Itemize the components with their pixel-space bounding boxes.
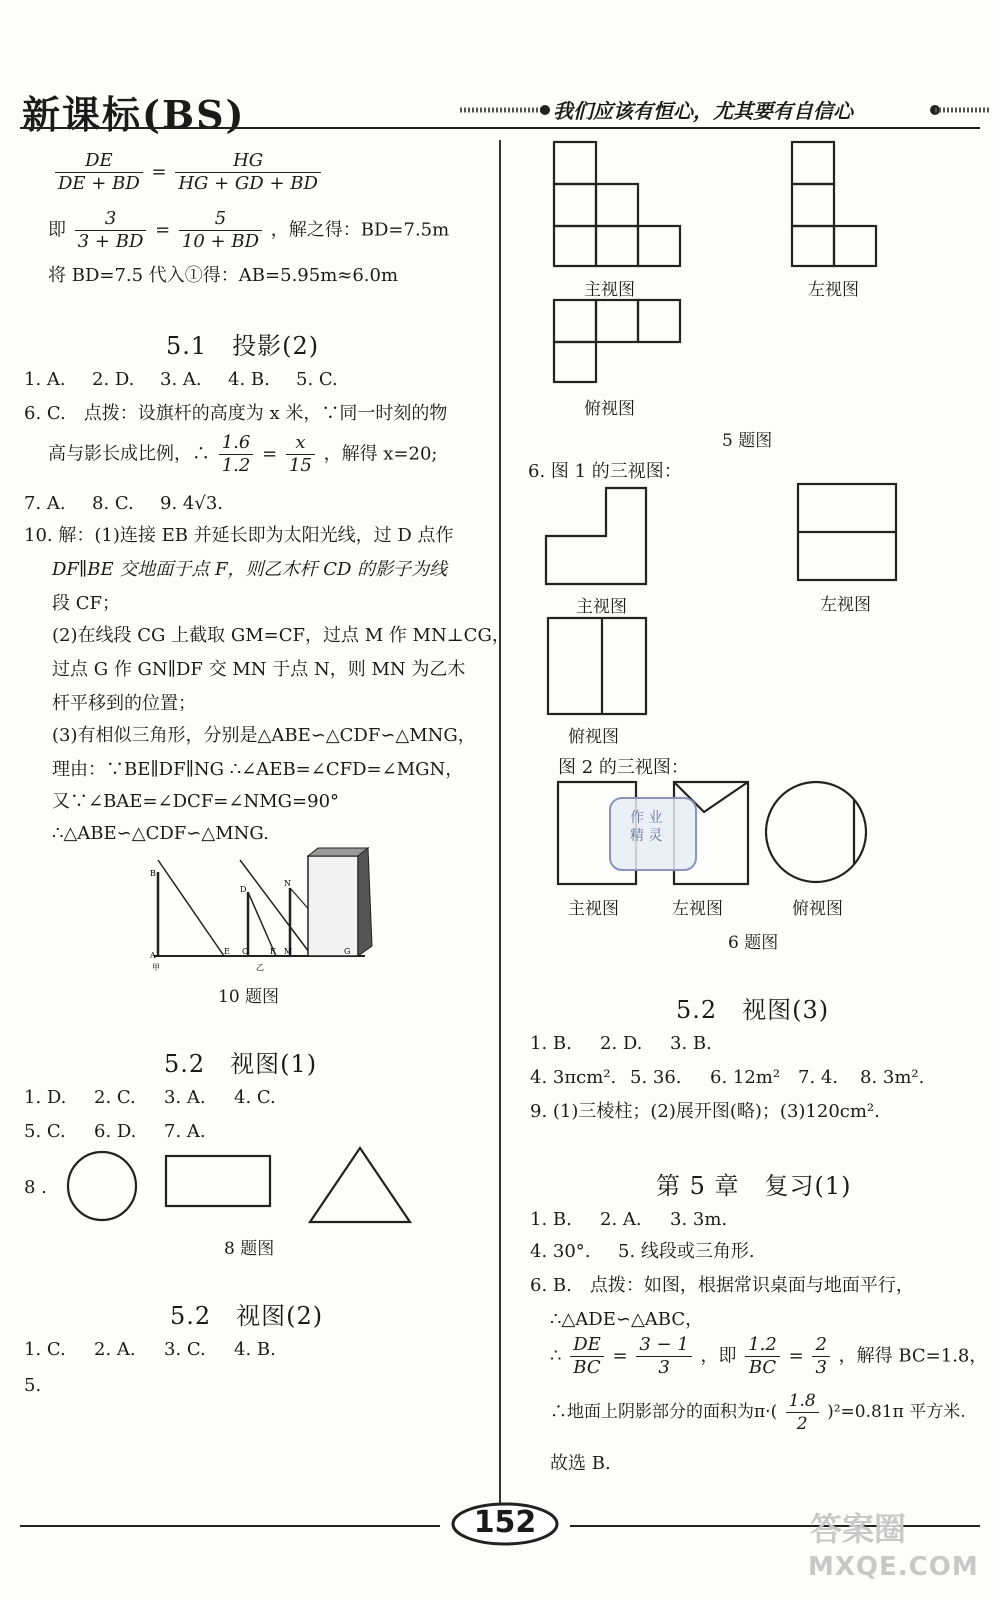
section-title-5-2-2: 5.2 视图(2)	[170, 1302, 324, 1330]
figure-5-views	[550, 140, 890, 390]
section-title-5-1: 5.1 投影(2)	[166, 332, 320, 360]
view-label-left: 左视图	[672, 899, 723, 919]
figure-8	[60, 1144, 420, 1228]
answer-row: 1. C. 2. A. 3. C. 4. B.	[24, 1339, 276, 1360]
fig10-label: E	[224, 947, 230, 956]
eq-line-3: 将 BD=7.5 代入①得：AB=5.95m≈6.0m	[48, 265, 399, 286]
view-label-main: 主视图	[584, 280, 635, 300]
q10-line: (3)有相似三角形，分别是△ABE∽△CDF∽△MNG，	[52, 725, 476, 746]
figure-5-caption: 5 题图	[722, 431, 773, 451]
answer-row: 1. D. 2. C. 3. A. 4. C.	[24, 1087, 276, 1108]
column-divider	[490, 140, 510, 1530]
view-label-top: 俯视图	[792, 899, 843, 919]
fig10-label: A	[150, 951, 156, 960]
q10-line: DF∥BE 交地面于点 F，则乙木杆 CD 的影子为线	[52, 559, 448, 580]
figure-6-caption: 6 题图	[728, 933, 779, 953]
section-title-5-2-3: 5.2 视图(3)	[676, 996, 830, 1024]
page-number: 152	[473, 1505, 537, 1540]
answer-row: 1. A. 2. D. 3. A. 4. B. 5. C.	[24, 369, 338, 390]
answer-row: 1. B. 2. D. 3. B.	[530, 1033, 712, 1054]
stamp-text: 精 灵	[630, 828, 663, 844]
q6-intro-2: 图 2 的三视图：	[558, 757, 689, 778]
answer-row: 9. (1)三棱柱；(2)展开图(略)；(3)120cm².	[530, 1101, 880, 1122]
q10-line: (2)在线段 CG 上截取 GM=CF，过点 M 作 MN⊥CG，	[52, 625, 510, 646]
q10-line: 又∵∠BAE=∠DCF=∠NMG=90°	[52, 791, 340, 812]
review-q6-c: ∴ $\frac{DE}{BC}$ = $\frac{3 - 1}{3}$ ，即 $\frac{1.2}{BC}$ = $\frac{2}{3}$ ，解得 BC=1.8，	[550, 1334, 988, 1378]
view-label-left: 左视图	[808, 280, 859, 300]
section-title-5-2-1: 5.2 视图(1)	[164, 1050, 318, 1078]
header-title: 新课标(BS)	[22, 92, 246, 137]
fig10-label: 乙	[256, 963, 264, 972]
fig10-label: B	[150, 869, 156, 878]
fig10-label: F	[270, 947, 276, 956]
answer-row: 1. B. 2. A. 3. 3m.	[530, 1209, 728, 1230]
review-q6-a: 6. B. 点拨：如图，根据常识桌面与地面平行，	[530, 1275, 914, 1296]
q6-intro: 6. 图 1 的三视图：	[528, 461, 682, 482]
q10-line: 杆平移到的位置；	[52, 693, 196, 714]
figure-8-caption: 8 题图	[224, 1239, 275, 1259]
figure-10-caption: 10 题图	[218, 987, 280, 1007]
q10-line: ∴△ABE∽△CDF∽△MNG.	[52, 823, 269, 844]
fig10-label: C	[242, 947, 249, 956]
q10-line: 过点 G 作 GN∥DF 交 MN 于点 N，则 MN 为乙木	[52, 659, 466, 680]
fig10-label: M	[284, 947, 293, 956]
q6-line-a: 6. C. 点拨：设旗杆的高度为 x 米，∵同一时刻的物	[24, 403, 448, 424]
view-label-top: 俯视图	[568, 727, 619, 747]
eq-line-2: 即 $\frac{3}{3 + BD}$ = $\frac{5}{10 + BD}$ ，解之得：BD=7.5m	[48, 208, 450, 252]
eq-line-1: $\frac{DE}{DE + BD}$ = $\frac{HG}{HG + GD + BD}$	[52, 150, 324, 195]
watermark: MXQE.COM	[808, 1552, 979, 1582]
q5-label: 5.	[24, 1375, 42, 1396]
q10-line: 10. 解：(1)连接 EB 并延长即为太阳光线，过 D 点作	[24, 525, 454, 546]
figure-6-fig2-views	[552, 776, 872, 891]
q10-line: 理由：∵BE∥DF∥NG ∴∠AEB=∠CFD=∠MGN，	[52, 759, 464, 780]
answer-row: 4. 3πcm². 5. 36. 6. 12m² 7. 4. 8. 3m².	[530, 1067, 925, 1088]
fig10-label: 甲	[152, 963, 160, 972]
review-q6-b: ∴△ADE∽△ABC，	[550, 1309, 704, 1330]
stamp-text: 作 业	[630, 810, 663, 826]
review-q6-d: ∴地面上阴影部分的面积为π·( $\frac{1.8}{2}$ )²=0.81π 平方米.	[550, 1391, 966, 1434]
view-label-left: 左视图	[820, 595, 871, 615]
watermark-cn: 答案圈	[810, 1510, 907, 1548]
answer-row: 7. A. 8. C. 9. 4√3.	[24, 493, 223, 514]
header-motto: 我们应该有恒心，尤其要有自信心	[553, 99, 853, 123]
q10-line: 段 CF；	[52, 593, 120, 614]
answer-row: 5. C. 6. D. 7. A.	[24, 1121, 206, 1142]
q6-line-b: 高与影长成比例，∴ $\frac{1.6}{1.2}$ = $\frac{x}{15}$ ，解得 x=20;	[48, 432, 438, 476]
view-label-top: 俯视图	[584, 399, 635, 419]
q8-label: 8 .	[24, 1177, 47, 1198]
review-q6-e: 故选 B.	[550, 1453, 611, 1474]
section-title-review: 第 5 章 复习(1)	[656, 1172, 852, 1200]
figure-10	[140, 846, 390, 976]
view-label-main: 主视图	[576, 597, 627, 617]
fig10-label: G	[344, 947, 351, 956]
view-label-main: 主视图	[568, 899, 619, 919]
answer-row: 4. 30°. 5. 线段或三角形.	[530, 1241, 755, 1262]
fig10-label: N	[284, 879, 291, 888]
fig10-label: D	[240, 885, 247, 894]
